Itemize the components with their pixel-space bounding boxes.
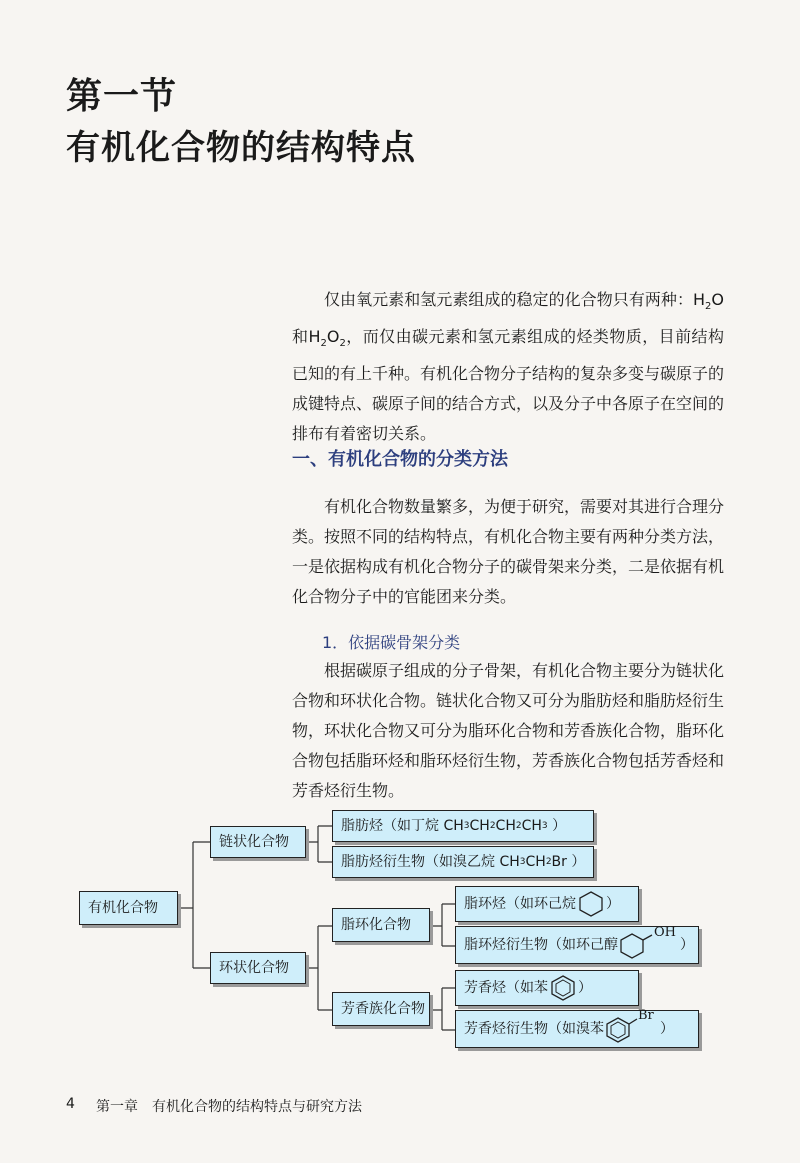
node-aromatic-compounds: 芳香族化合物 (332, 992, 430, 1026)
intro-paragraph: 仅由氧元素和氢元素组成的稳定的化合物只有两种：$H_2O$和$H_2O_2$，而仅由碳元素和氢元素组成的烃类物质，目前结构已知的有上千种。有机化合物分子结构的复杂多变与碳原子的成键特点、碳原子间的结合方式，以及分子中各原子在空间的排布有着密切关系。 (292, 290, 725, 444)
node-alicyclic-hydrocarbon: 脂环烃（如环己烷 ） (455, 886, 639, 922)
carbon-skeleton-paragraph: 根据碳原子组成的分子骨架，有机化合物主要分为链状化合物和环状化合物。链状化合物又可分为脂肪烃和脂肪烃衍生物，环状化合物又可分为脂环化合物和芳香族化合物，脂环化合物包括脂环烃和脂环烃衍生物，芳香族化合物包括芳香烃和芳香烃衍生物。 (292, 661, 725, 800)
hydroxyl-label: OH (654, 925, 676, 940)
subsection-heading: 1．依据碳骨架分类 (322, 633, 461, 652)
node-aliphatic-derivative: 脂肪烃衍生物（如溴乙烷 CH 3 CH 2 Br ） (332, 846, 594, 878)
section-heading: 一、有机化合物的分类方法 (292, 449, 508, 470)
node-chain-compounds: 链状化合物 (210, 826, 306, 858)
classification-paragraph: 有机化合物数量繁多，为便于研究，需要对其进行合理分类。按照不同的结构特点，有机化合物主要有两种分类方法，一是依据构成有机化合物分子的碳骨架来分类，二是依据有机化合物分子中的官能团来分类。 (292, 497, 725, 606)
chapter-footer: 第一章 有机化合物的结构特点与研究方法 (96, 1099, 362, 1115)
section-number: 第一节 (66, 76, 178, 117)
page-title: 有机化合物的结构特点 (66, 128, 416, 168)
node-aromatic-hydrocarbon: 芳香烃（如苯 ） (455, 970, 639, 1006)
intro-text-b: ，而仅由碳元素和氢元素组成的烃类物质，目前结构已知的有上千种。有机化合物分子结构的复杂多变与碳原子的成键特点、碳原子间的结合方式，以及分子中各原子在空间的排布有着密切关系。 (292, 327, 725, 444)
node-organic-compounds: 有机化合物 (79, 891, 178, 925)
node-alicyclic-compounds: 脂环化合物 (332, 908, 430, 942)
node-aromatic-derivative: 芳香烃衍生物（如溴苯 Br ） (455, 1010, 699, 1048)
bromine-label: Br (638, 1008, 654, 1023)
node-aliphatic-hydrocarbon: 脂肪烃（如丁烷 CH 3 CH 2 CH 2 CH 3 ） (332, 810, 594, 842)
cyclohexane-icon (576, 890, 606, 918)
node-alicyclic-derivative: 脂环烃衍生物（如环己醇 OH ） (455, 926, 699, 964)
page-number: 4 (66, 1096, 75, 1112)
node-ring-compounds: 环状化合物 (210, 952, 306, 984)
intro-text-a: 仅由氧元素和氢元素组成的稳定的化合物只有两种： (324, 290, 693, 309)
benzene-icon (548, 974, 578, 1002)
